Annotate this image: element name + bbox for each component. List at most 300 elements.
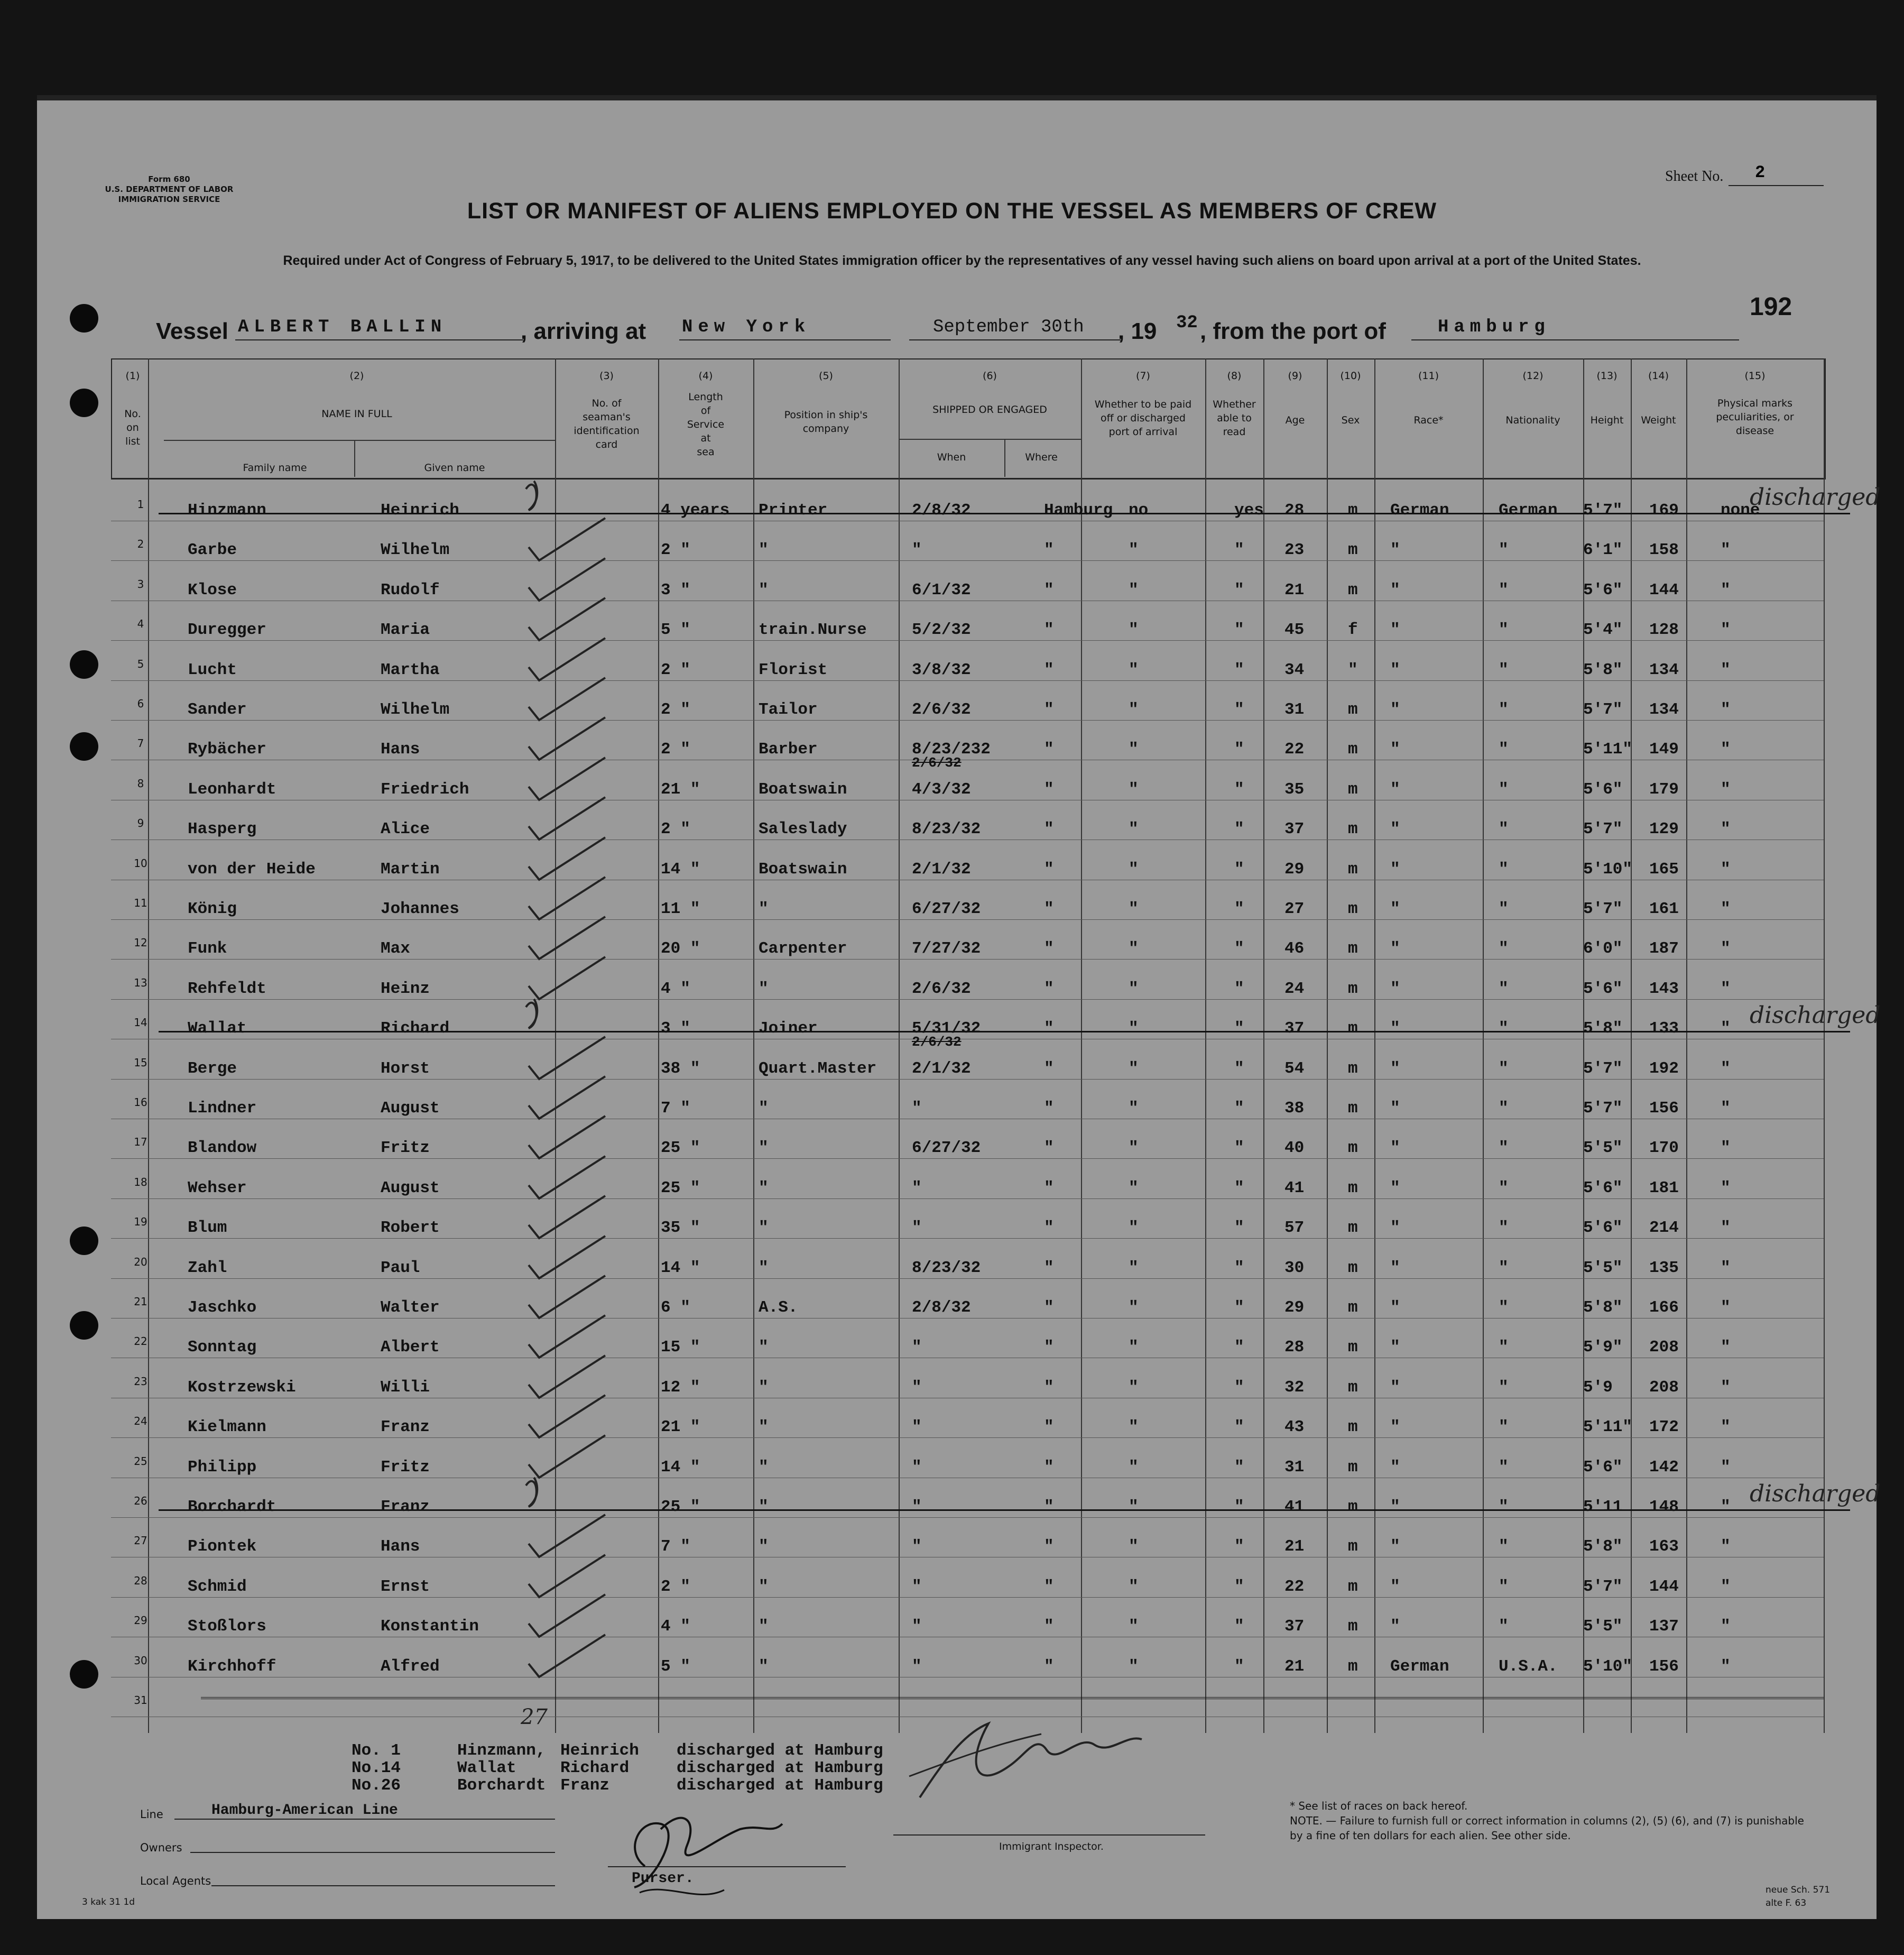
able-to-read-cell: " xyxy=(1234,1378,1244,1397)
service-length-cell: 35 " xyxy=(661,1219,700,1238)
age-cell: 21 xyxy=(1284,580,1305,600)
row-number: 13 xyxy=(134,976,147,989)
sex-cell: m xyxy=(1348,1458,1358,1477)
service-length-cell: 5 " xyxy=(661,621,690,640)
given-name-cell: Heinrich xyxy=(381,501,459,520)
age-cell: 32 xyxy=(1284,1378,1305,1397)
shipped-where-cell: " xyxy=(1044,1617,1054,1636)
family-name-cell: Funk xyxy=(188,939,227,958)
weight-cell: 166 xyxy=(1649,1298,1679,1317)
weight-cell: 128 xyxy=(1649,621,1679,640)
age-cell: 29 xyxy=(1284,1298,1305,1317)
sex-cell: " xyxy=(1348,660,1358,679)
punch-hole xyxy=(70,304,98,333)
physical-marks-cell: " xyxy=(1721,1458,1731,1477)
weight-cell: 137 xyxy=(1649,1617,1679,1636)
shipped-where-cell: " xyxy=(1044,580,1054,600)
fine-note: NOTE. — Failure to furnish full or correct information in columns (2), (5) (6), and (7) is punishable by a fine of ten dollars for each alien. See other side. xyxy=(1290,1814,1804,1842)
row-number: 23 xyxy=(134,1375,147,1388)
nationality-cell: " xyxy=(1499,1537,1509,1556)
shipped-where-cell: " xyxy=(1044,621,1054,640)
paid-off-cell: " xyxy=(1129,740,1139,759)
weight-cell: 144 xyxy=(1649,580,1679,600)
column-label: Race* xyxy=(1413,414,1444,426)
able-to-read-cell: " xyxy=(1234,1298,1244,1317)
age-cell: 28 xyxy=(1284,501,1305,520)
row-number: 12 xyxy=(134,936,147,949)
position-cell: Tailor xyxy=(759,700,818,719)
shipped-when-cell: " xyxy=(912,1617,922,1636)
shipped-when-cell: " xyxy=(912,1458,922,1477)
column-number: (15) xyxy=(1744,370,1766,382)
where-header: Where xyxy=(1025,451,1058,463)
nationality-cell: " xyxy=(1499,621,1509,640)
nationality-cell: " xyxy=(1499,1219,1509,1238)
shipped-when-cell: 2/8/32 xyxy=(912,1298,971,1317)
physical-marks-cell: " xyxy=(1721,740,1731,759)
given-name-cell: Wilhelm xyxy=(381,541,450,560)
row-rule xyxy=(111,1437,1824,1438)
arrival-port: New York xyxy=(682,317,811,337)
line-underline xyxy=(174,1819,555,1820)
shipped-where-cell: " xyxy=(1044,541,1054,560)
weight-cell: 134 xyxy=(1649,660,1679,679)
paid-off-cell: " xyxy=(1129,1458,1139,1477)
when-header: When xyxy=(937,451,966,463)
shipped-where-cell: " xyxy=(1044,1219,1054,1238)
position-cell: " xyxy=(759,1378,769,1397)
able-to-read-cell: " xyxy=(1234,700,1244,719)
sex-cell: m xyxy=(1348,939,1358,958)
paid-off-cell: " xyxy=(1129,939,1139,958)
position-cell: " xyxy=(759,1338,769,1357)
shipped-when-cell: 2/6/32 xyxy=(912,700,971,719)
sex-cell: m xyxy=(1348,740,1358,759)
column-number: (5) xyxy=(819,370,833,382)
service-length-cell: 2 " xyxy=(661,740,690,759)
column-number: (10) xyxy=(1340,370,1361,382)
row-number: 29 xyxy=(134,1614,147,1627)
nationality-cell: " xyxy=(1499,1617,1509,1636)
paid-off-cell: " xyxy=(1129,820,1139,839)
given-name-cell: Alfred xyxy=(381,1657,440,1676)
weight-cell: 156 xyxy=(1649,1099,1679,1118)
arrival-date: September 30th xyxy=(933,317,1084,337)
shipped-when-cell: 3/8/32 xyxy=(912,660,971,679)
able-to-read-cell: " xyxy=(1234,1498,1244,1516)
shipped-when-cell: 2/1/32 xyxy=(912,860,971,879)
able-to-read-cell: " xyxy=(1234,1139,1244,1158)
column-divider xyxy=(1583,358,1584,1733)
paid-off-cell: " xyxy=(1129,1059,1139,1078)
height-cell: 5'7" xyxy=(1583,1577,1623,1596)
note-number: No.26 xyxy=(352,1776,401,1795)
physical-marks-cell: " xyxy=(1721,621,1731,640)
row-number: 18 xyxy=(134,1175,147,1188)
able-to-read-cell: yes xyxy=(1234,501,1264,520)
race-cell: " xyxy=(1390,1498,1400,1516)
owners-label: Owners xyxy=(140,1841,182,1854)
physical-marks-cell: " xyxy=(1721,580,1731,600)
given-name-cell: Albert xyxy=(381,1338,440,1357)
family-name-cell: Klose xyxy=(188,580,237,600)
age-cell: 37 xyxy=(1284,820,1305,839)
handwritten-count: 27 xyxy=(521,1705,548,1729)
height-cell: 5'7" xyxy=(1583,1059,1623,1078)
shipped-where-cell: " xyxy=(1044,939,1054,958)
height-cell: 5'6" xyxy=(1583,1458,1623,1477)
given-name-cell: Friedrich xyxy=(381,780,469,799)
given-name-cell: Konstantin xyxy=(381,1617,479,1636)
race-cell: " xyxy=(1390,1019,1400,1038)
family-name-cell: Kostrzewski xyxy=(188,1378,296,1397)
able-to-read-cell: " xyxy=(1234,1178,1244,1197)
weight-cell: 214 xyxy=(1649,1219,1679,1238)
age-cell: 31 xyxy=(1284,700,1305,719)
local-agents-label: Local Agents xyxy=(140,1875,211,1887)
row-rule xyxy=(111,959,1824,960)
weight-cell: 179 xyxy=(1649,780,1679,799)
weight-cell: 169 xyxy=(1649,501,1679,520)
shipped-when-cell: " xyxy=(912,1099,922,1118)
weight-cell: 133 xyxy=(1649,1019,1679,1038)
nationality-cell: " xyxy=(1499,939,1509,958)
nationality-cell: " xyxy=(1499,1378,1509,1397)
paid-off-cell: " xyxy=(1129,1537,1139,1556)
race-cell: " xyxy=(1390,1178,1400,1197)
paid-off-cell: " xyxy=(1129,1019,1139,1038)
height-cell: 5'11" xyxy=(1583,740,1633,759)
family-name-cell: Berge xyxy=(188,1059,237,1078)
column-number: (11) xyxy=(1418,370,1439,382)
age-cell: 45 xyxy=(1284,621,1305,640)
given-name-cell: Richard xyxy=(381,1019,450,1038)
nationality-cell: " xyxy=(1499,900,1509,918)
punch-hole xyxy=(70,1660,98,1689)
given-name-cell: Wilhelm xyxy=(381,700,450,719)
shipped-where-cell: " xyxy=(1044,1418,1054,1437)
discharged-note: discharged xyxy=(1750,1480,1881,1507)
physical-marks-cell: " xyxy=(1721,1139,1731,1158)
family-name-cell: Stoßlors xyxy=(188,1617,266,1636)
nationality-cell: " xyxy=(1499,1019,1509,1038)
position-cell: " xyxy=(759,1458,769,1477)
family-name-cell: Zahl xyxy=(188,1258,227,1277)
shipped-where-cell: " xyxy=(1044,1139,1054,1158)
note-text: discharged at Hamburg xyxy=(677,1741,883,1760)
age-cell: 21 xyxy=(1284,1657,1305,1676)
weight-cell: 148 xyxy=(1649,1498,1679,1516)
weight-cell: 161 xyxy=(1649,900,1679,918)
row-number: 5 xyxy=(137,657,144,670)
paid-off-cell: " xyxy=(1129,1577,1139,1596)
weight-cell: 187 xyxy=(1649,939,1679,958)
column-divider xyxy=(658,358,659,1733)
shipped-when-cell: 8/23/232 xyxy=(912,740,991,759)
physical-marks-cell: " xyxy=(1721,700,1731,719)
height-cell: 5'6" xyxy=(1583,1219,1623,1238)
sex-cell: m xyxy=(1348,1178,1358,1197)
nationality-cell: " xyxy=(1499,1458,1509,1477)
family-name-cell: Rehfeldt xyxy=(188,979,266,998)
height-cell: 5'8" xyxy=(1583,1537,1623,1556)
shipped-when-cell: 8/23/32 xyxy=(912,820,981,839)
paid-off-cell: " xyxy=(1129,580,1139,600)
row-number: 10 xyxy=(134,856,147,870)
row-number: 9 xyxy=(137,817,144,830)
row-rule xyxy=(111,720,1824,721)
paid-off-cell: " xyxy=(1129,1498,1139,1516)
height-cell: 5'5" xyxy=(1583,1617,1623,1636)
vessel-name: ALBERT BALLIN xyxy=(238,317,447,337)
sex-cell: m xyxy=(1348,979,1358,998)
punch-hole xyxy=(70,650,98,679)
column-number: (1) xyxy=(125,370,140,382)
shipped-when-cell: " xyxy=(912,1657,922,1676)
position-cell: Saleslady xyxy=(759,820,847,839)
note-text: discharged at Hamburg xyxy=(677,1759,883,1777)
row-number: 7 xyxy=(137,737,144,750)
shipped-where-cell: " xyxy=(1044,1537,1054,1556)
service-length-cell: 7 " xyxy=(661,1537,690,1556)
sex-cell: m xyxy=(1348,1617,1358,1636)
able-to-read-cell: " xyxy=(1234,939,1244,958)
shipped-where-cell: " xyxy=(1044,1577,1054,1596)
column-divider xyxy=(1483,358,1484,1733)
shipped-where-cell: " xyxy=(1044,860,1054,879)
given-name-cell: Johannes xyxy=(381,900,459,918)
race-cell: " xyxy=(1390,1298,1400,1317)
height-cell: 5'6" xyxy=(1583,780,1623,799)
race-cell: " xyxy=(1390,860,1400,879)
position-cell: train.Nurse xyxy=(759,621,867,640)
service-length-cell: 6 " xyxy=(661,1298,690,1317)
arriving-label: , arriving at xyxy=(521,318,646,344)
corrected-date: 2/6/32 xyxy=(912,755,962,771)
paid-off-cell: " xyxy=(1129,700,1139,719)
given-name-cell: Willi xyxy=(381,1378,430,1397)
height-cell: 5'9 xyxy=(1583,1378,1613,1397)
nationality-cell: U.S.A. xyxy=(1499,1657,1558,1676)
race-cell: German xyxy=(1390,1657,1449,1676)
shipped-when-cell: " xyxy=(912,1498,922,1516)
paid-off-cell: " xyxy=(1129,1378,1139,1397)
height-cell: 5'7" xyxy=(1583,820,1623,839)
nationality-cell: " xyxy=(1499,780,1509,799)
position-cell: Joiner xyxy=(759,1019,818,1038)
discharged-note: discharged xyxy=(1750,484,1881,511)
height-cell: 5'10" xyxy=(1583,1657,1633,1676)
position-cell: " xyxy=(759,1219,769,1238)
nationality-cell: " xyxy=(1499,979,1509,998)
note-number: No. 1 xyxy=(352,1741,401,1760)
column-label: Sex xyxy=(1341,414,1360,426)
agents-underline xyxy=(211,1885,555,1886)
age-cell: 46 xyxy=(1284,939,1305,958)
paid-off-cell: " xyxy=(1129,860,1139,879)
family-name-cell: von der Heide xyxy=(188,860,316,879)
row-number: 15 xyxy=(134,1056,147,1069)
position-cell: " xyxy=(759,1139,769,1158)
paid-off-cell: " xyxy=(1129,541,1139,560)
weight-cell: 208 xyxy=(1649,1378,1679,1397)
name-subheader-divider xyxy=(354,440,355,477)
given-name-cell: Paul xyxy=(381,1258,420,1277)
service-length-cell: 14 " xyxy=(661,860,700,879)
age-cell: 22 xyxy=(1284,1577,1305,1596)
paid-off-cell: " xyxy=(1129,1617,1139,1636)
paid-off-cell: " xyxy=(1129,979,1139,998)
owners-underline xyxy=(190,1852,555,1853)
row-number: 3 xyxy=(137,577,144,591)
shipped-when-cell: 7/27/32 xyxy=(912,939,981,958)
height-cell: 5'6" xyxy=(1583,580,1623,600)
shipped-where-cell: " xyxy=(1044,979,1054,998)
height-cell: 5'7" xyxy=(1583,700,1623,719)
physical-marks-cell: " xyxy=(1721,1059,1731,1078)
service-length-cell: 2 " xyxy=(661,820,690,839)
height-cell: 5'8" xyxy=(1583,660,1623,679)
service-length-cell: 2 " xyxy=(661,541,690,560)
paid-off-cell: " xyxy=(1129,780,1139,799)
shipped-when-cell: 2/8/32 xyxy=(912,501,971,520)
row-number: 21 xyxy=(134,1295,147,1308)
row-number: 1 xyxy=(137,498,144,511)
height-cell: 6'1" xyxy=(1583,541,1623,560)
strikethrough-line xyxy=(159,1509,1850,1511)
nationality-cell: " xyxy=(1499,1338,1509,1357)
column-divider xyxy=(1374,358,1375,1733)
column-divider xyxy=(1686,358,1687,1733)
race-cell: " xyxy=(1390,580,1400,600)
given-name-cell: Alice xyxy=(381,820,430,839)
weight-cell: 135 xyxy=(1649,1258,1679,1277)
family-name-cell: Sander xyxy=(188,700,247,719)
port-underline xyxy=(679,339,891,340)
family-name-cell: Lindner xyxy=(188,1099,257,1118)
race-cell: " xyxy=(1390,1458,1400,1477)
race-cell: " xyxy=(1390,1219,1400,1238)
weight-cell: 163 xyxy=(1649,1537,1679,1556)
given-name-cell: Fritz xyxy=(381,1458,430,1477)
able-to-read-cell: " xyxy=(1234,660,1244,679)
shipped-when-cell: " xyxy=(912,1378,922,1397)
service-length-cell: 2 " xyxy=(661,1577,690,1596)
service-length-cell: 7 " xyxy=(661,1099,690,1118)
able-to-read-cell: " xyxy=(1234,860,1244,879)
height-cell: 5'6" xyxy=(1583,1178,1623,1197)
page-title: LIST OR MANIFEST OF ALIENS EMPLOYED ON THE VESSEL AS MEMBERS OF CREW xyxy=(467,198,1437,224)
punch-hole xyxy=(70,1311,98,1340)
physical-marks-cell: " xyxy=(1721,780,1731,799)
shipped-where-cell: " xyxy=(1044,1498,1054,1516)
race-cell: " xyxy=(1390,541,1400,560)
row-number: 11 xyxy=(134,897,147,909)
nationality-cell: " xyxy=(1499,820,1509,839)
row-number: 24 xyxy=(134,1415,147,1428)
height-cell: 5'8" xyxy=(1583,1298,1623,1317)
service-length-cell: 21 " xyxy=(661,1418,700,1437)
position-cell: Carpenter xyxy=(759,939,847,958)
inspector-signature-line xyxy=(893,1834,1205,1836)
given-name-cell: Hans xyxy=(381,740,420,759)
shipped-when-cell: 6/27/32 xyxy=(912,900,981,918)
family-name-cell: Rybächer xyxy=(188,740,266,759)
nationality-cell: " xyxy=(1499,1418,1509,1437)
row-number: 27 xyxy=(134,1534,147,1547)
family-name-cell: Piontek xyxy=(188,1537,257,1556)
nationality-cell: German xyxy=(1499,501,1558,520)
service-length-cell: 4 years xyxy=(661,501,730,520)
shipped-when-cell: 2/6/32 xyxy=(912,979,971,998)
sex-cell: m xyxy=(1348,1378,1358,1397)
strikethrough-line xyxy=(159,513,1850,514)
able-to-read-cell: " xyxy=(1234,621,1244,640)
nationality-cell: " xyxy=(1499,1298,1509,1317)
row-number: 20 xyxy=(134,1255,147,1268)
race-cell: " xyxy=(1390,939,1400,958)
able-to-read-cell: " xyxy=(1234,820,1244,839)
strikethrough-line xyxy=(159,1031,1850,1032)
shipped-where-cell: " xyxy=(1044,1378,1054,1397)
family-name-cell: Wallat xyxy=(188,1019,247,1038)
nationality-cell: " xyxy=(1499,541,1509,560)
row-number: 2 xyxy=(137,538,144,551)
shipped-where-cell: " xyxy=(1044,1019,1054,1038)
paid-off-cell: " xyxy=(1129,1338,1139,1357)
position-cell: " xyxy=(759,1178,769,1197)
weight-cell: 165 xyxy=(1649,860,1679,879)
name-subheader-line xyxy=(164,440,555,441)
form-identifier: Form 680 U.S. DEPARTMENT OF LABOR IMMIGRATION SERVICE xyxy=(105,174,234,204)
check-mark-icon xyxy=(521,1624,626,1682)
given-name-header: Given name xyxy=(424,462,485,474)
nationality-cell: " xyxy=(1499,860,1509,879)
given-name-cell: Franz xyxy=(381,1418,430,1437)
nationality-cell: " xyxy=(1499,1099,1509,1118)
physical-marks-cell: " xyxy=(1721,1099,1731,1118)
age-cell: 40 xyxy=(1284,1139,1305,1158)
family-name-cell: König xyxy=(188,900,237,918)
physical-marks-cell: " xyxy=(1721,1418,1731,1437)
punch-hole xyxy=(70,1227,98,1255)
physical-marks-cell: none xyxy=(1721,501,1760,520)
race-cell: " xyxy=(1390,1378,1400,1397)
row-rule xyxy=(111,999,1824,1000)
from-port-underline xyxy=(1411,339,1739,340)
weight-cell: 129 xyxy=(1649,820,1679,839)
physical-marks-cell: " xyxy=(1721,820,1731,839)
height-cell: 5'11" xyxy=(1583,1418,1633,1437)
stamp-new: neue Sch. 571 xyxy=(1766,1885,1831,1895)
stamp-old: alte F. 63 xyxy=(1766,1898,1807,1908)
service-length-cell: 4 " xyxy=(661,1617,690,1636)
column-label: No. of seaman's identification card xyxy=(574,398,640,450)
age-cell: 34 xyxy=(1284,660,1305,679)
family-name-cell: Borchardt xyxy=(188,1498,276,1516)
race-cell: " xyxy=(1390,820,1400,839)
height-cell: 5'6" xyxy=(1583,979,1623,998)
shipped-when-cell: 5/2/32 xyxy=(912,621,971,640)
weight-cell: 156 xyxy=(1649,1657,1679,1676)
column-number: (3) xyxy=(599,370,614,382)
service-length-cell: 12 " xyxy=(661,1378,700,1397)
service-length-cell: 14 " xyxy=(661,1258,700,1277)
inspector-label: Immigrant Inspector. xyxy=(999,1841,1104,1852)
age-cell: 29 xyxy=(1284,860,1305,879)
given-name-cell: Robert xyxy=(381,1219,440,1238)
race-cell: " xyxy=(1390,780,1400,799)
